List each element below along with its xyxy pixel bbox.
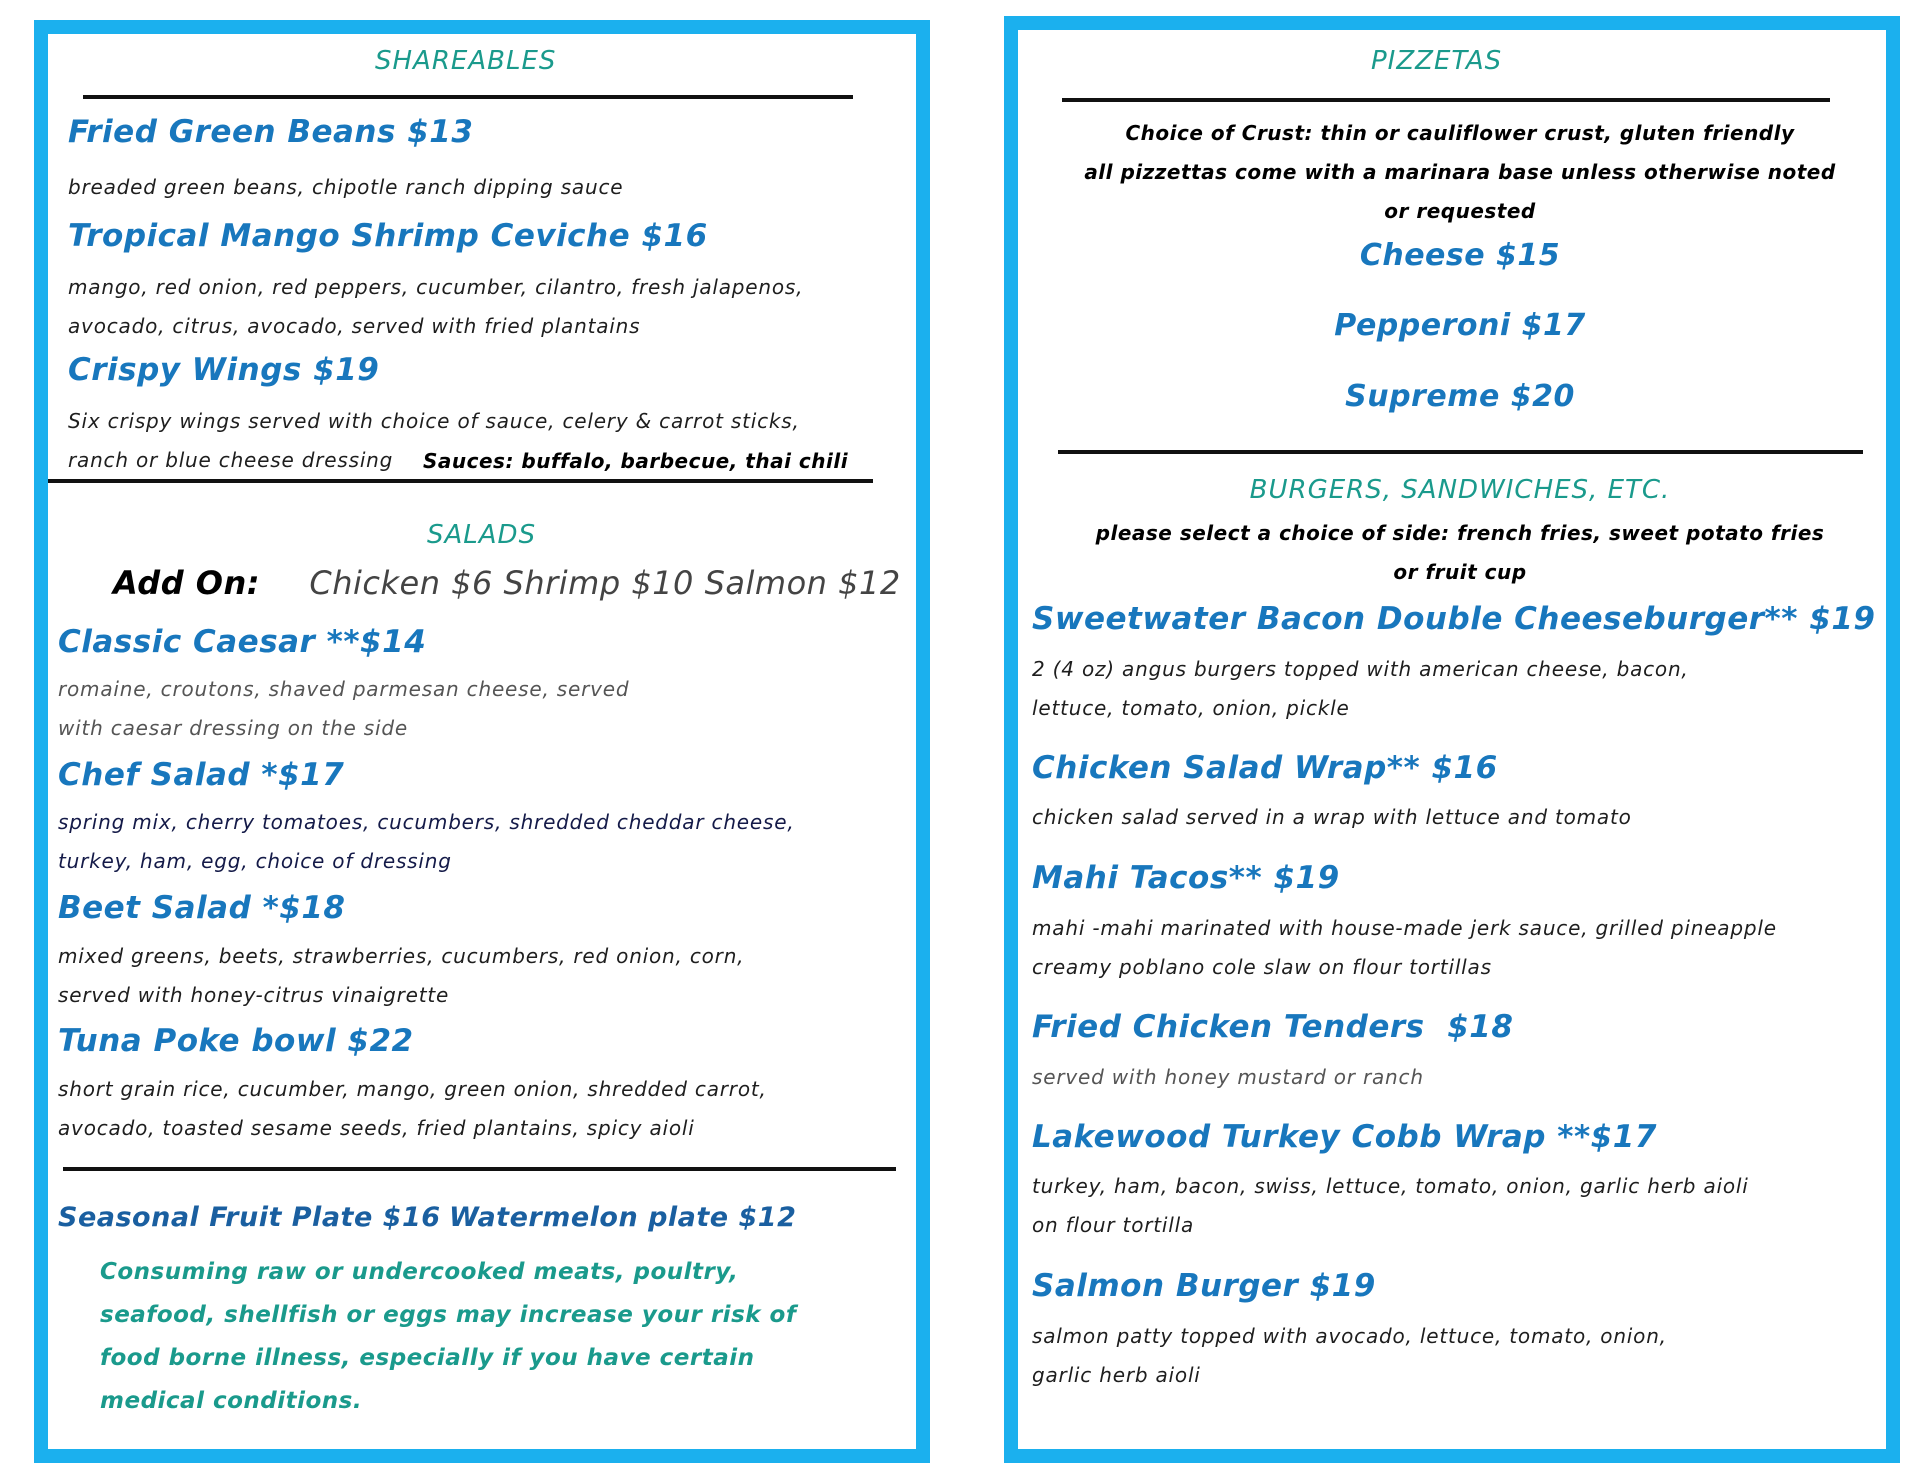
menu-item-description: romaine, croutons, shaved parmesan cheese, served (58, 677, 630, 701)
pizzeta-item-cheese: Cheese $15 (1359, 238, 1561, 273)
menu-item-description: creamy poblano cole slaw on flour tortillas (1032, 955, 1492, 979)
burgers-side-note: please select a choice of side: french fries, sweet potato fries (1095, 521, 1825, 545)
menu-item-description: with caesar dressing on the side (58, 716, 408, 740)
pizzeta-item-pepperoni: Pepperoni $17 (1334, 308, 1586, 343)
menu-item-description: mahi -mahi marinated with house-made jerk sauce, grilled pineapple (1032, 916, 1777, 940)
menu-item-mahi-tacos: Mahi Tacos** $19 (1032, 860, 1340, 896)
menu-item-description: turkey, ham, bacon, swiss, lettuce, tomato, onion, garlic herb aioli (1032, 1174, 1749, 1198)
pizzeta-item-supreme: Supreme $20 (1345, 379, 1575, 414)
menu-item-tropical-mango-shrimp-ceviche: Tropical Mango Shrimp Ceviche $16 (68, 218, 708, 254)
menu-item-description: short grain rice, cucumber, mango, green onion, shredded carrot, (58, 1077, 767, 1101)
menu-item-description: ranch or blue cheese dressing (68, 448, 394, 472)
menu-item-description: avocado, citrus, avocado, served with fried plantains (68, 314, 641, 338)
wing-sauces-note: Sauces: buffalo, barbecue, thai chili (423, 449, 849, 473)
menu-item-description: garlic herb aioli (1032, 1363, 1201, 1387)
menu-item-description: 2 (4 oz) angus burgers topped with american cheese, bacon, (1032, 657, 1689, 681)
shareables-top-rule (83, 95, 853, 99)
food-safety-disclaimer-line: medical conditions. (100, 1388, 363, 1414)
menu-item-description: served with honey mustard or ranch (1032, 1065, 1424, 1089)
food-safety-disclaimer-line: seafood, shellfish or eggs may increase your risk of (100, 1302, 797, 1328)
pizzetas-bottom-rule (1058, 450, 1863, 454)
food-safety-disclaimer-line: Consuming raw or undercooked meats, poultry, (100, 1259, 739, 1285)
addon-label: Add On: (113, 564, 261, 602)
menu-item-crispy-wings: Crispy Wings $19 (68, 352, 380, 388)
pizzeta-crust-note: Choice of Crust: thin or cauliflower crust, gluten friendly (1125, 121, 1795, 145)
menu-item-description: avocado, toasted sesame seeds, fried plantains, spicy aioli (58, 1116, 695, 1140)
menu-item-sweetwater-bacon-double-cheeseburger: Sweetwater Bacon Double Cheeseburger** $19 (1032, 601, 1876, 637)
menu-item-chef-salad: Chef Salad *$17 (58, 757, 345, 793)
menu-item-description: chicken salad served in a wrap with lettuce and tomato (1032, 805, 1632, 829)
right-menu-panel (1004, 16, 1900, 1463)
menu-item-seasonal-fruit-plate: Seasonal Fruit Plate $16 (58, 1202, 441, 1233)
shareables-bottom-rule (48, 479, 873, 483)
menu-item-description: spring mix, cherry tomatoes, cucumbers, shredded cheddar cheese, (58, 810, 795, 834)
menu-item-description: on flour tortilla (1032, 1213, 1195, 1237)
menu-item-description: mango, red onion, red peppers, cucumber, cilantro, fresh jalapenos, (68, 275, 804, 299)
burgers-side-note-cont: or fruit cup (1393, 560, 1527, 584)
menu-item-description: breaded green beans, chipotle ranch dipping sauce (68, 175, 624, 199)
menu-item-tuna-poke-bowl: Tuna Poke bowl $22 (58, 1023, 414, 1059)
shareables-heading: SHAREABLES (375, 46, 557, 76)
salads-bottom-rule (63, 1167, 896, 1171)
menu-item-description: mixed greens, beets, strawberries, cucumbers, red onion, corn, (58, 944, 745, 968)
menu-item-beet-salad: Beet Salad *$18 (58, 890, 346, 926)
menu-item-watermelon-plate: Watermelon plate $12 (449, 1202, 797, 1233)
pizzeta-base-note: all pizzettas come with a marinara base unless otherwise noted (1084, 160, 1836, 184)
pizzetas-top-rule (1062, 98, 1830, 102)
food-safety-disclaimer-line: food borne illness, especially if you have certain (100, 1345, 755, 1371)
menu-item-description: lettuce, tomato, onion, pickle (1032, 696, 1350, 720)
menu-item-salmon-burger: Salmon Burger $19 (1032, 1268, 1376, 1304)
menu-item-description: turkey, ham, egg, choice of dressing (58, 849, 452, 873)
menu-item-fried-chicken-tenders: Fried Chicken Tenders $18 (1032, 1009, 1514, 1045)
menu-item-description: served with honey-citrus vinaigrette (58, 983, 450, 1007)
menu-item-fried-green-beans: Fried Green Beans $13 (68, 114, 474, 150)
pizzeta-base-note-cont: or requested (1384, 199, 1536, 223)
burgers-heading: BURGERS, SANDWICHES, ETC. (1249, 475, 1671, 505)
menu-item-classic-caesar: Classic Caesar **$14 (58, 624, 427, 660)
salad-addon-line (113, 564, 901, 602)
menu-item-lakewood-turkey-cobb-wrap: Lakewood Turkey Cobb Wrap **$17 (1032, 1119, 1657, 1155)
pizzetas-heading: PIZZETAS (1371, 46, 1503, 76)
menu-item-description: salmon patty topped with avocado, lettuce, tomato, onion, (1032, 1324, 1667, 1348)
addon-options: Chicken $6 Shrimp $10 Salmon $12 (309, 564, 901, 602)
menu-item-chicken-salad-wrap: Chicken Salad Wrap** $16 (1032, 750, 1498, 786)
menu-item-description: Six crispy wings served with choice of sauce, celery & carrot sticks, (68, 409, 800, 433)
salads-heading: SALADS (427, 520, 537, 550)
